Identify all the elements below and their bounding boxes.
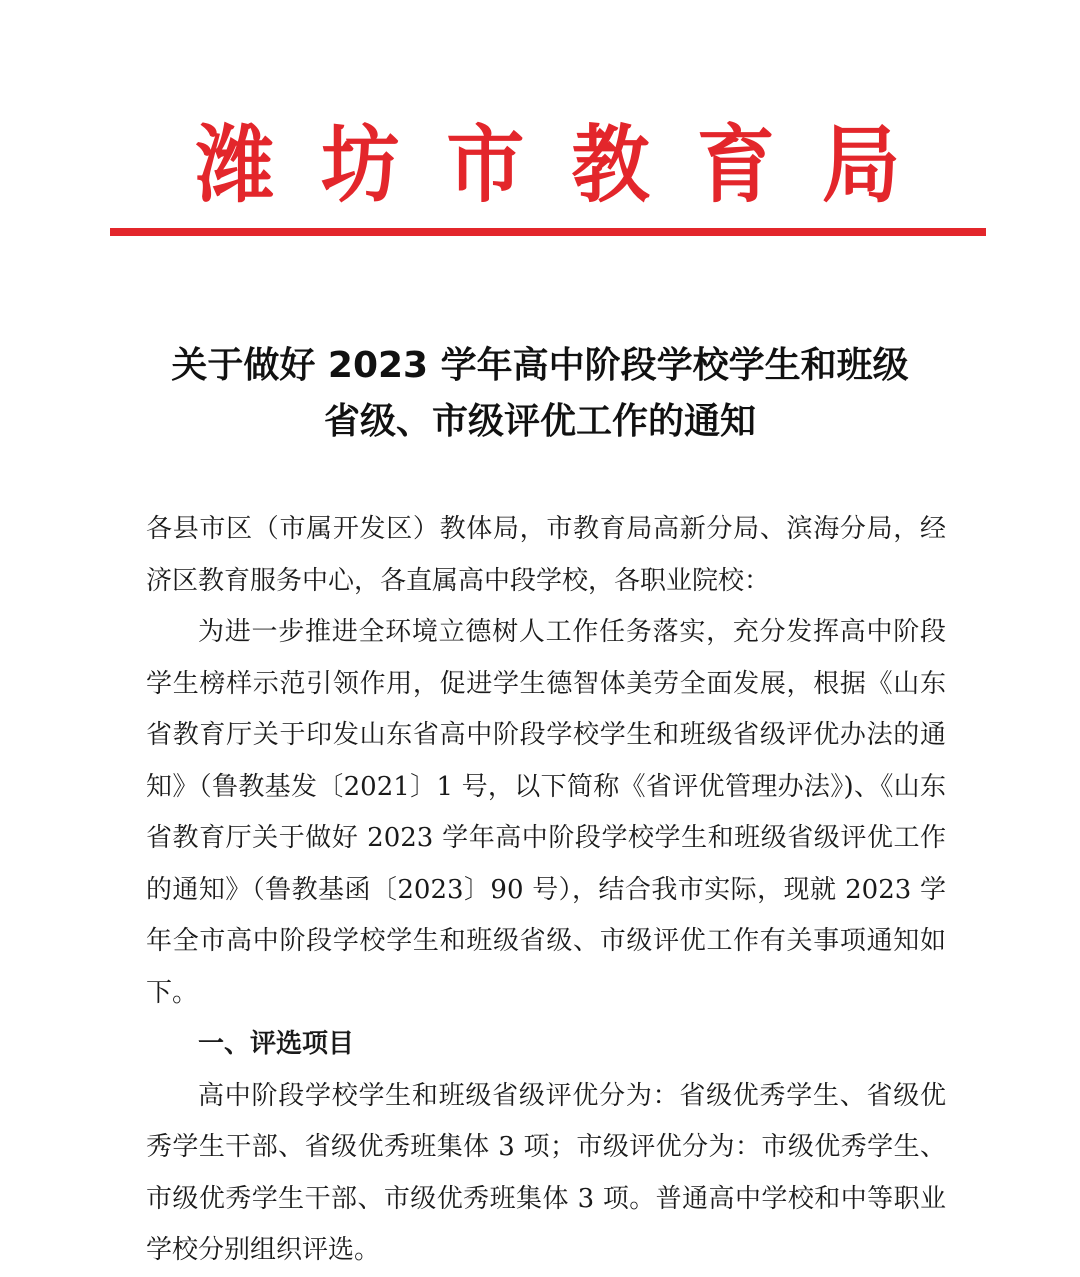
document-body	[146, 504, 946, 1277]
section-heading: 一、评选项目	[198, 1029, 355, 1059]
masthead-char: 潍	[196, 117, 275, 215]
document-title	[100, 338, 980, 450]
salutation: 各县市区（市属开发区）教体局，市教育局高新分局、滨海分局，经济区教育服务中心，各直属高中段学校，各职业院校：	[146, 514, 946, 596]
masthead-char: 教	[571, 117, 650, 215]
masthead-char: 局	[821, 117, 900, 215]
title-line-2: 省级、市级评优工作的通知	[323, 401, 756, 442]
title-line-1: 关于做好 2023 学年高中阶段学校学生和班级	[171, 345, 909, 386]
masthead-char: 市	[446, 117, 525, 215]
paragraph-evaluation-items: 高中阶段学校学生和班级省级评优分为：省级优秀学生、省级优秀学生干部、省级优秀班集体 3 项；市级评优分为：市级优秀学生、市级优秀学生干部、市级优秀班集体 3 项。普通高中学校和中等职业学校分别组织评选。	[146, 1080, 946, 1265]
paragraph-intro: 为进一步推进全环境立德树人工作任务落实，充分发挥高中阶段学生榜样示范引领作用，促进学生德智体美劳全面发展，根据《山东省教育厅关于印发山东省高中阶段学校学生和班级省级评优办法的通知》（鲁教基发〔2021〕1 号，以下简称《省评优管理办法》)、《山东省教育厅关于做好 2023 学年高中阶段学校学生和班级省级评优工作的通知》（鲁教基函〔2023〕90 号），结合我市实际，现就 2023 学年全市高中阶段学校学生和班级省级、市级评优工作有关事项通知如下。	[146, 617, 946, 1008]
masthead	[110, 118, 986, 214]
masthead-char: 坊	[321, 117, 400, 215]
masthead-char: 育	[696, 117, 775, 215]
masthead-divider	[110, 228, 986, 236]
